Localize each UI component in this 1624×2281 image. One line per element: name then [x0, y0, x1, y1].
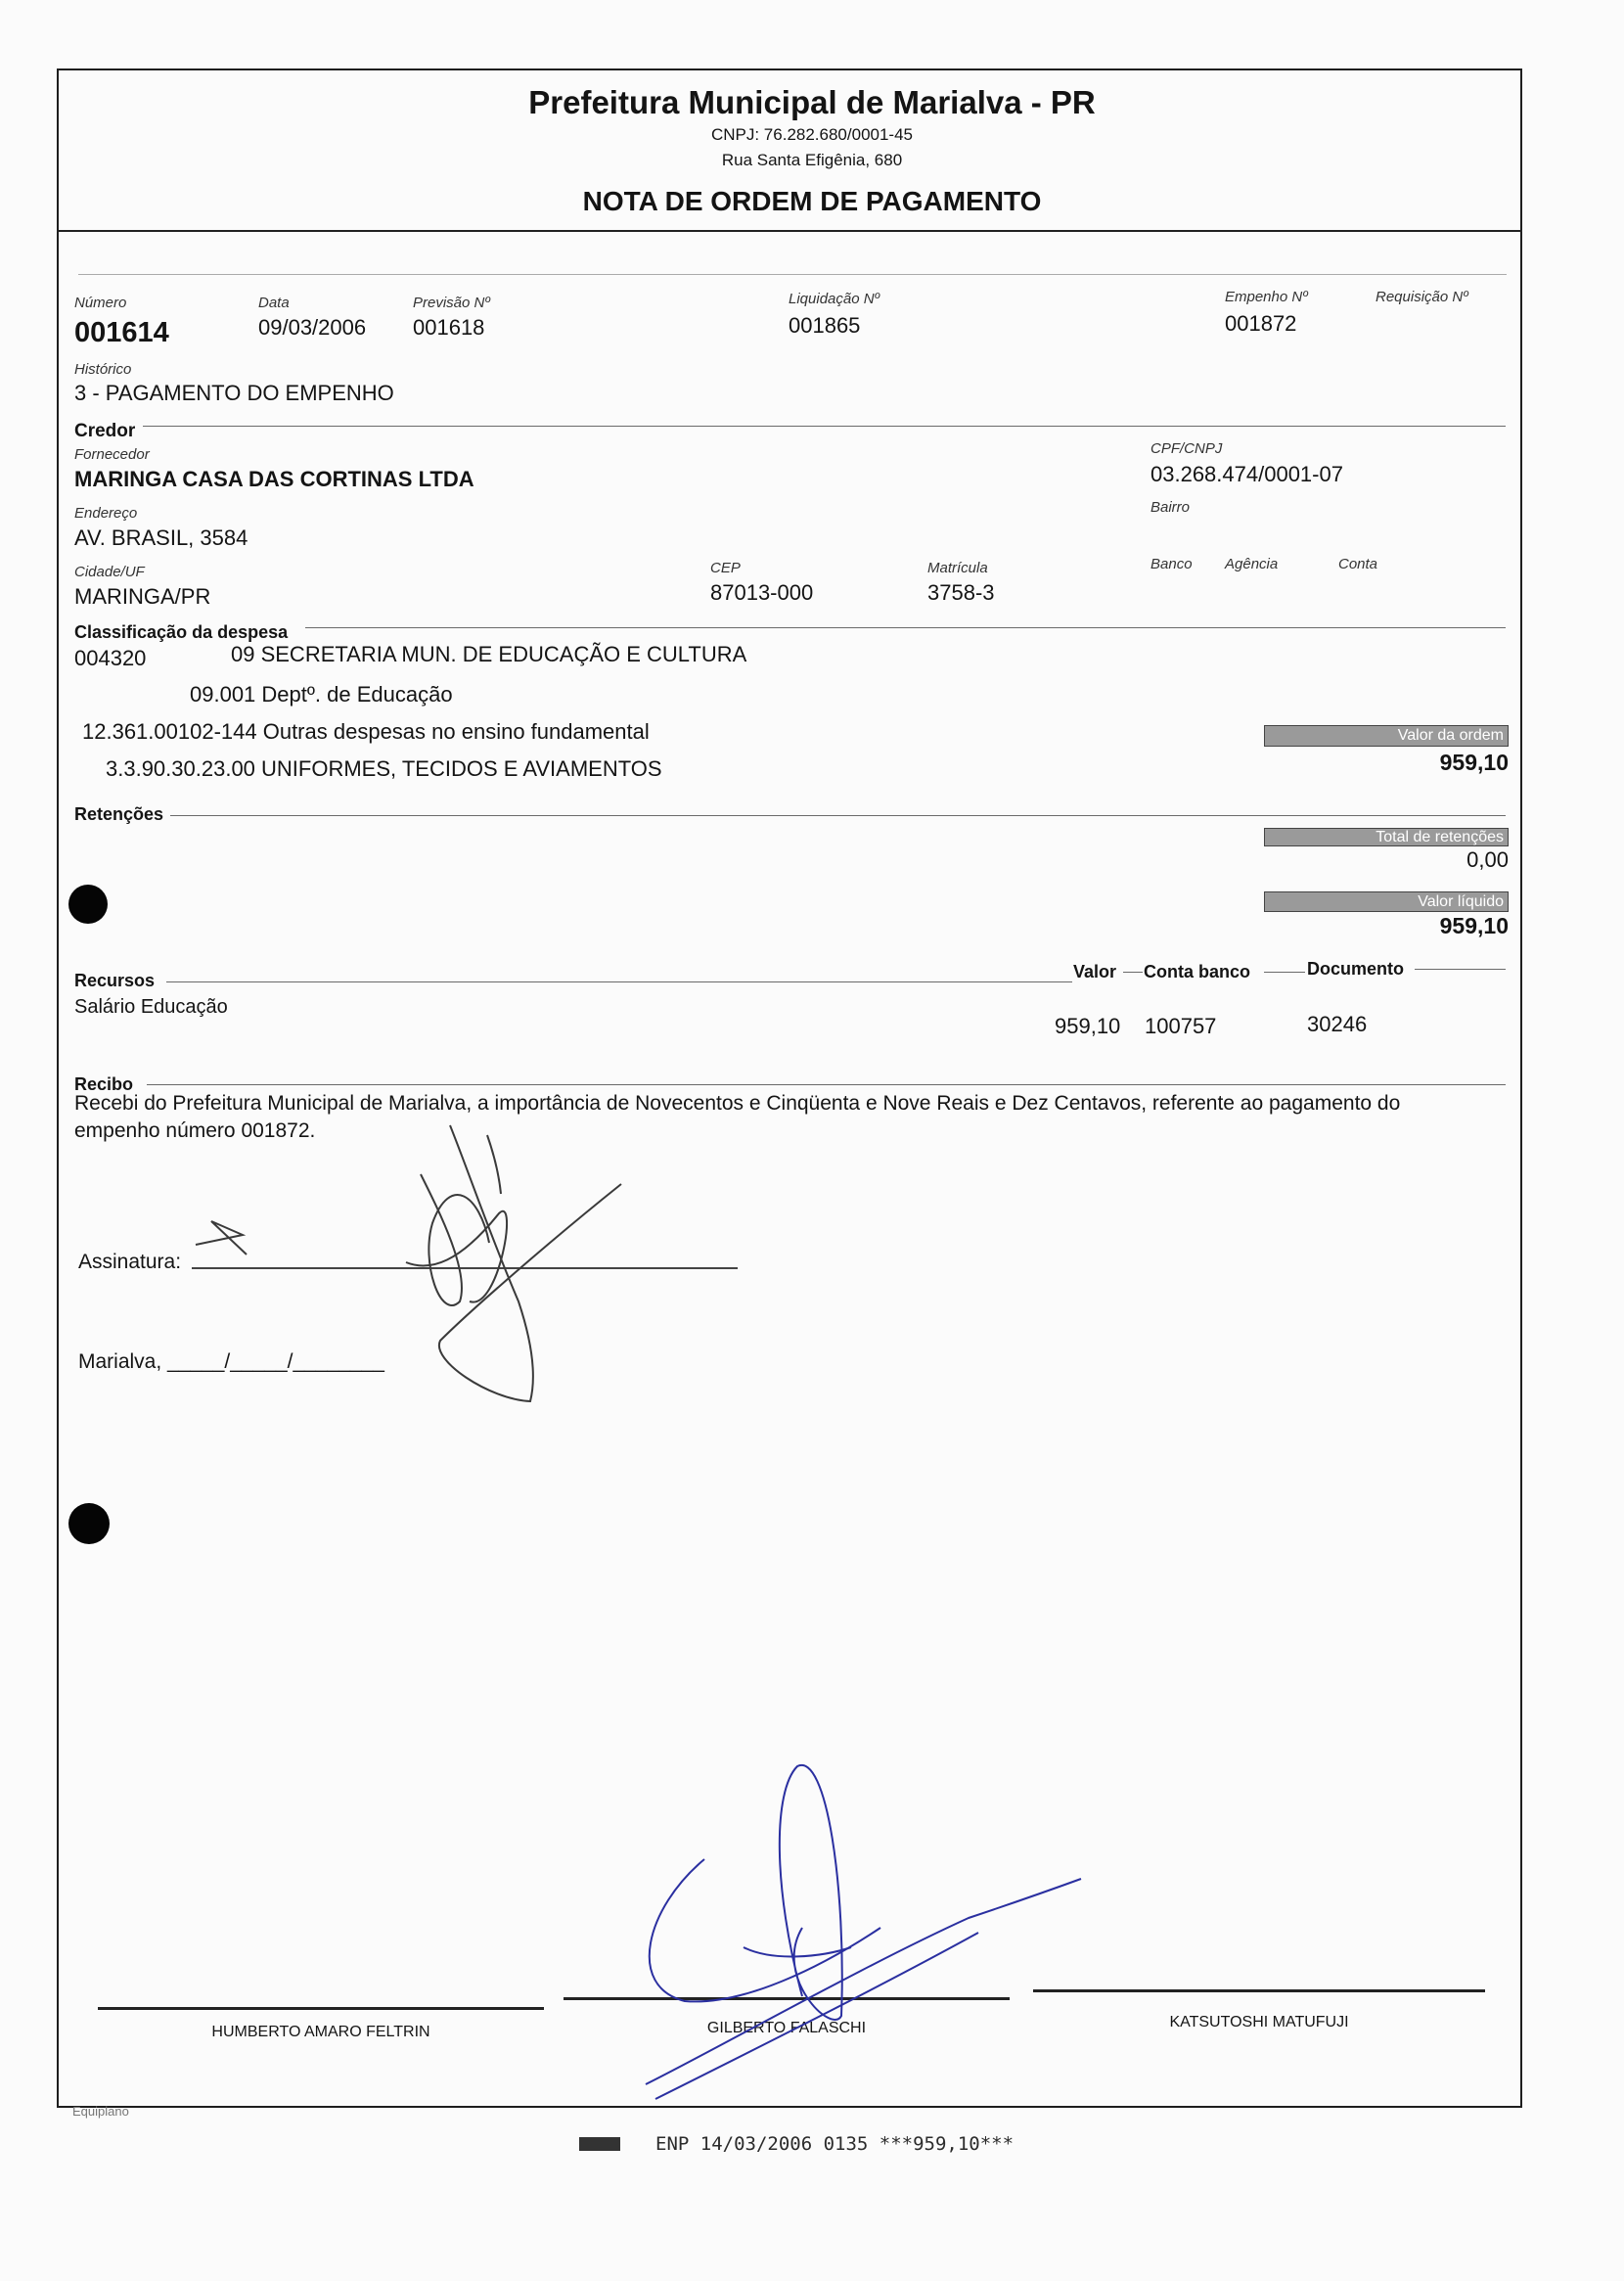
- valor-ordem-value: 959,10: [1439, 750, 1509, 775]
- issuer-address: Rua Santa Efigênia, 680: [721, 151, 903, 169]
- agencia-label: Agência: [1225, 556, 1279, 572]
- cashier-stamp: ENP 14/03/2006 0135 ***959,10***: [655, 2133, 1015, 2155]
- matricula-label: Matrícula: [927, 560, 988, 576]
- recibo-text-line-1: Recebi do Prefeitura Municipal de Marialva, a importância de Novecentos e Cinqüenta e Nove Reais e Dez Centavos, referente ao pagamento do: [74, 1092, 1401, 1115]
- cidade-label: Cidade/UF: [74, 564, 145, 580]
- hole-punch-top: [68, 885, 108, 924]
- matricula-value: 3758-3: [927, 580, 995, 605]
- liquidacao-label: Liquidação Nº: [789, 291, 880, 307]
- signatory-3-name: KATSUTOSHI MATUFUJI: [1169, 2014, 1349, 2030]
- recursos-valor: 959,10: [1055, 1014, 1121, 1038]
- assinatura-label: Assinatura:: [78, 1251, 182, 1273]
- header-divider: [57, 230, 1522, 232]
- recursos-documento: 30246: [1307, 1012, 1368, 1036]
- signature-line-3: [1033, 1989, 1485, 1992]
- empenho-value: 001872: [1225, 311, 1297, 336]
- cep-label: CEP: [710, 560, 741, 576]
- recursos-conta: 100757: [1145, 1014, 1217, 1038]
- bairro-label: Bairro: [1150, 499, 1191, 516]
- conta-label: Conta: [1338, 556, 1378, 572]
- cidade-value: MARINGA/PR: [74, 584, 211, 609]
- previsao-value: 001618: [413, 315, 485, 340]
- recursos-header-connector-2: [1264, 972, 1305, 973]
- recursos-header-tail: [1415, 969, 1506, 970]
- historico-value: 3 - PAGAMENTO DO EMPENHO: [74, 381, 394, 405]
- valor-ordem-label: Valor da ordem: [1264, 725, 1509, 747]
- recibo-rule: [147, 1084, 1506, 1085]
- receiver-signature-icon: [176, 1116, 646, 1409]
- ids-top-rule: [78, 274, 1507, 275]
- recursos-documento-header: Documento: [1307, 959, 1404, 979]
- historico-label: Histórico: [74, 361, 132, 378]
- recibo-section-title: Recibo: [74, 1074, 134, 1094]
- recibo-text-line-2: empenho número 001872.: [74, 1119, 316, 1142]
- cep-value: 87013-000: [710, 580, 814, 605]
- recursos-fonte: Salário Educação: [74, 996, 228, 1018]
- recursos-section-title: Recursos: [74, 971, 156, 990]
- credor-section-title: Credor: [74, 421, 136, 441]
- total-retencoes-label: Total de retenções: [1264, 828, 1509, 846]
- classificacao-rule: [305, 627, 1506, 628]
- document-title: NOTA DE ORDEM DE PAGAMENTO: [582, 186, 1042, 216]
- fornecedor-label: Fornecedor: [74, 446, 150, 463]
- stamp-mark-icon: [579, 2137, 620, 2151]
- classificacao-line-1: 09 SECRETARIA MUN. DE EDUCAÇÃO E CULTURA: [231, 642, 747, 666]
- recursos-valor-header: Valor: [1073, 962, 1117, 981]
- blue-signature-icon: [626, 1752, 1096, 2104]
- retencoes-rule: [170, 815, 1506, 816]
- empenho-label: Empenho Nº: [1225, 289, 1308, 305]
- requisicao-label: Requisição Nº: [1376, 289, 1468, 305]
- data-label: Data: [258, 295, 290, 311]
- total-retencoes-value: 0,00: [1466, 847, 1509, 872]
- liquidacao-value: 001865: [789, 313, 861, 338]
- endereco-label: Endereço: [74, 505, 138, 522]
- issuer-cnpj: CNPJ: 76.282.680/0001-45: [710, 125, 914, 144]
- recursos-header-connector: [1123, 972, 1143, 973]
- cpf-label: CPF/CNPJ: [1150, 440, 1223, 457]
- numero-value: 001614: [74, 317, 169, 348]
- endereco-value: AV. BRASIL, 3584: [74, 525, 248, 550]
- classificacao-code: 004320: [74, 646, 147, 670]
- software-footer: Equiplano: [72, 2104, 129, 2119]
- classificacao-line-4: 3.3.90.30.23.00 UNIFORMES, TECIDOS E AVIAMENTOS: [106, 756, 662, 781]
- issuer-title: Prefeitura Municipal de Marialva - PR: [528, 84, 1096, 120]
- classificacao-line-2: 09.001 Deptº. de Educação: [190, 682, 453, 707]
- signature-line-1: [98, 2007, 544, 2010]
- signatory-1-name: HUMBERTO AMARO FELTRIN: [211, 2024, 430, 2040]
- hole-punch-bottom: [68, 1503, 110, 1544]
- previsao-label: Previsão Nº: [413, 295, 490, 311]
- local-data-line: Marialva, _____/_____/________: [78, 1350, 384, 1373]
- recursos-rule: [166, 981, 1072, 982]
- signatory-2-name: GILBERTO FALASCHI: [706, 2020, 867, 2036]
- valor-liquido-label: Valor líquido: [1264, 891, 1509, 912]
- valor-liquido-value: 959,10: [1439, 913, 1509, 938]
- classificacao-line-3: 12.361.00102-144 Outras despesas no ensino fundamental: [82, 719, 650, 744]
- numero-label: Número: [74, 295, 127, 311]
- retencoes-section-title: Retenções: [74, 804, 164, 824]
- credor-rule: [143, 426, 1506, 427]
- banco-label: Banco: [1150, 556, 1193, 572]
- recursos-conta-header: Conta banco: [1144, 962, 1251, 981]
- fornecedor-value: MARINGA CASA DAS CORTINAS LTDA: [74, 467, 474, 491]
- classificacao-section-title: Classificação da despesa: [74, 622, 289, 642]
- cpf-value: 03.268.474/0001-07: [1150, 462, 1343, 486]
- data-value: 09/03/2006: [258, 315, 367, 340]
